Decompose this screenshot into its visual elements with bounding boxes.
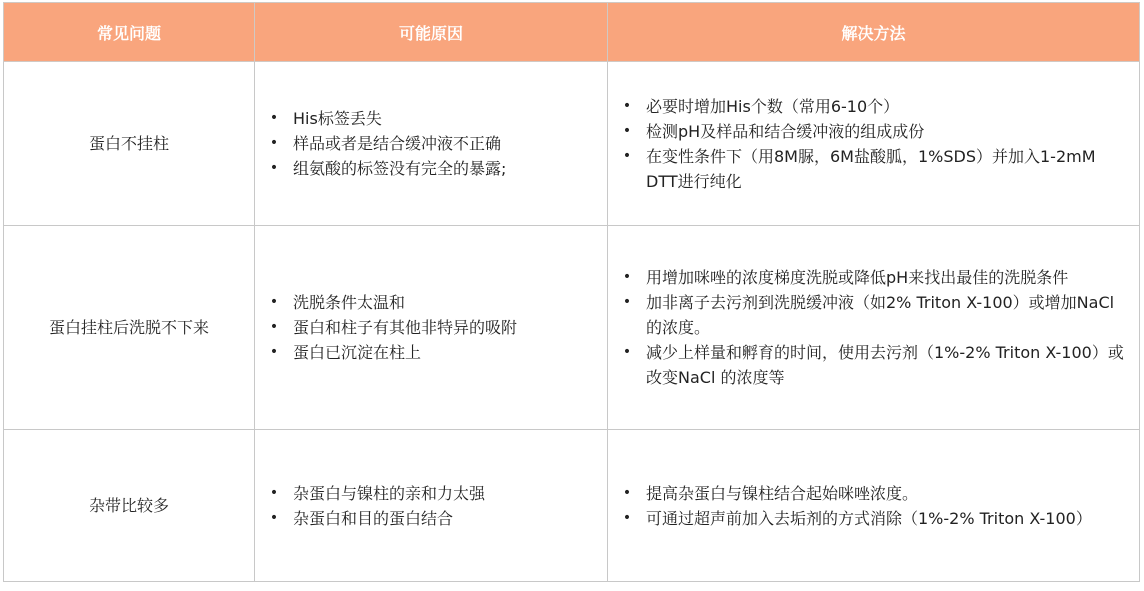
solutions-list: [608, 481, 1139, 531]
causes-list: [255, 106, 607, 181]
list-item: [622, 94, 1127, 119]
causes-cell: [255, 430, 608, 582]
solutions-cell: [608, 430, 1140, 582]
problem-cell: 杂带比较多: [4, 430, 255, 582]
list-item: [269, 106, 595, 131]
bullet-icon: •: [622, 147, 632, 164]
list-item: [269, 315, 595, 340]
bullet-icon: •: [269, 344, 279, 360]
bullet-icon: •: [269, 160, 279, 176]
list-item: [269, 506, 595, 531]
cause-text: 洗脱条件太温和: [293, 293, 406, 312]
bullet-icon: •: [269, 319, 279, 335]
bullet-icon: •: [269, 135, 279, 151]
solution-text: 可通过超声前加入去垢剂的方式消除（1%-2% Triton X-100）: [646, 508, 1092, 528]
solution-text: 减少上样量和孵育的时间，使用去污剂（1%-2% Triton X-100）或改变NaCl 的浓度等: [646, 343, 1124, 387]
cause-text: 杂蛋白和目的蛋白结合: [293, 508, 454, 528]
solution-text: 提高杂蛋白与镍柱结合起始咪唑浓度。: [646, 483, 919, 503]
solutions-list: [608, 265, 1139, 390]
cause-text: 蛋白已沉淀在柱上: [293, 343, 422, 362]
cause-text: 蛋白和柱子有其他非特异的吸附: [293, 318, 518, 337]
table-body: [4, 62, 1140, 582]
table-header: [4, 3, 1140, 62]
causes-cell: [255, 62, 608, 226]
bullet-icon: •: [622, 344, 632, 360]
list-item: [269, 290, 595, 315]
header-solution: 解决方法: [608, 3, 1140, 62]
solutions-list: [608, 94, 1139, 194]
bullet-icon: •: [622, 509, 632, 526]
list-item: [622, 119, 1127, 144]
bullet-icon: •: [269, 509, 279, 526]
list-item: [622, 481, 1127, 506]
table-row: [4, 430, 1140, 582]
causes-cell: [255, 226, 608, 430]
list-item: [622, 506, 1127, 531]
table-row: [4, 226, 1140, 430]
list-item: [269, 156, 595, 181]
bullet-icon: •: [269, 110, 279, 126]
problem-cell: 蛋白不挂柱: [4, 62, 255, 226]
solutions-cell: [608, 62, 1140, 226]
table-row: [4, 62, 1140, 226]
cause-text: His标签丢失: [293, 109, 382, 128]
cause-text: 样品或者是结合缓冲液不正确: [293, 134, 502, 153]
solution-text: 加非离子去污剂到洗脱缓冲液（如2% Triton X-100）或增加NaCl 的浓度。: [646, 293, 1115, 337]
list-item: [269, 340, 595, 365]
list-item: [622, 265, 1127, 290]
causes-list: [255, 290, 607, 365]
list-item: [622, 340, 1127, 390]
list-item: [269, 131, 595, 156]
list-item: [622, 290, 1127, 340]
bullet-icon: •: [622, 484, 632, 501]
bullet-icon: •: [269, 294, 279, 310]
solution-text: 必要时增加His个数（常用6-10个）: [646, 96, 900, 116]
solution-text: 用增加咪唑的浓度梯度洗脱或降低pH来找出最佳的洗脱条件: [646, 268, 1069, 287]
bullet-icon: •: [269, 484, 279, 501]
header-possible-cause: 可能原因: [255, 3, 608, 62]
solutions-cell: [608, 226, 1140, 430]
bullet-icon: •: [622, 122, 632, 139]
list-item: [622, 144, 1127, 194]
header-common-problem: 常见问题: [4, 3, 255, 62]
bullet-icon: •: [622, 294, 632, 310]
header-row: [4, 3, 1140, 62]
cause-text: 杂蛋白与镍柱的亲和力太强: [293, 483, 486, 503]
bullet-icon: •: [622, 97, 632, 114]
solution-text: 在变性条件下（用8M脲，6M盐酸胍，1%SDS）并加入1-2mM DTT进行纯化: [646, 146, 1096, 191]
solution-text: 检测pH及样品和结合缓冲液的组成成份: [646, 121, 925, 141]
bullet-icon: •: [622, 269, 632, 285]
cause-text: 组氨酸的标签没有完全的暴露;: [293, 159, 507, 178]
troubleshooting-table: [3, 2, 1140, 582]
causes-list: [255, 481, 607, 531]
list-item: [269, 481, 595, 506]
problem-cell: 蛋白挂柱后洗脱不下来: [4, 226, 255, 430]
